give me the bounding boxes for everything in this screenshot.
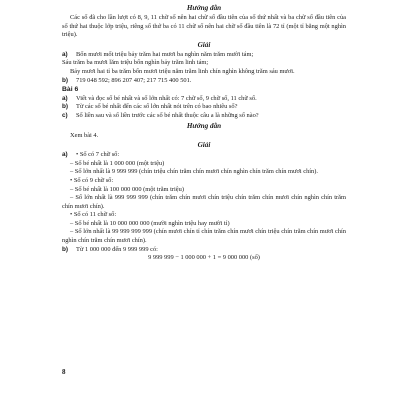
solution-line: Bảy mươi hai tỉ ba trăm bốn mươi triệu năm trăm linh chín nghìn không trăm sáu mươi.: [70, 67, 295, 75]
exercise-text: Viết và đọc số bé nhất và số lớn nhất có: 7 chữ số, 9 chữ số, 11 chữ số.: [76, 94, 257, 102]
calculation-line: 9 999 999 − 1 000 000 + 1 = 9 000 000 (số): [148, 254, 260, 262]
part-label: a): [62, 151, 68, 159]
exercise-part-a: [62, 95, 346, 104]
solution-line: – Số lớn nhất là 999 999 999 (chín trăm chín mươi chín triệu chín trăm chín mươi chín nghìn chín trăm chín mươi chín).: [62, 194, 346, 210]
solution-line: – Số lớn nhất là 99 999 999 999 (chín mươi chín tỉ chín trăm chín mươi chín triệu chín trăm chín mươi chín nghìn chín trăm chín mươi chín).: [62, 228, 346, 245]
solution-line: • Số có 11 chữ số:: [70, 211, 117, 219]
solution-heading: Giải: [197, 40, 211, 49]
solution-line: – Số bé nhất là 10 000 000 000 (mười nghìn triệu hay mười tỉ): [70, 219, 230, 227]
hint-heading: Hướng dẫn: [186, 4, 222, 12]
part-label: b): [62, 245, 69, 253]
part-label: a): [62, 94, 68, 102]
solution-line: Từ 1 000 000 đến 9 999 999 có:: [76, 245, 158, 253]
page-number: 8: [62, 368, 66, 376]
exercise-text: Từ các số bé nhất đến các số lớn nhất nói trên có bao nhiêu số?: [76, 103, 238, 111]
part-label: b): [62, 103, 69, 111]
solution-line: – Số bé nhất là 1 000 000 (một triệu): [70, 159, 165, 167]
solution-line: • Số có 9 chữ số:: [70, 176, 114, 184]
exercise-title: Bài 6: [62, 86, 79, 94]
solution-line: • Số có 7 chữ số:: [76, 151, 120, 159]
part-label: b): [62, 76, 69, 84]
solution-line: Bốn mươi mốt triệu bảy trăm hai mươi ba nghìn năm trăm mười tám;: [76, 50, 254, 58]
hint-paragraph: Xem bài 4.: [70, 131, 99, 139]
hint-paragraph: Các số đã cho lần lượt có 8, 9, 11 chữ số nên hai chữ số đầu tiên của số thứ nhất và ba chữ số đầu tiên của số thứ hai thuộc lớp triệu, riêng số thứ ba có 11 chữ số nên hai chữ số đầu tiên là 72 tỉ (một tỉ bằng một nghìn triệu).: [62, 14, 346, 39]
solution-part-a: [62, 151, 346, 160]
solution-line: – Số lớn nhất là 9 999 999 (chín triệu chín trăm chín mươi chín nghìn chín trăm chín mươi chín).: [70, 168, 318, 176]
solution-line: Sáu trăm ba mươi lăm triệu bốn nghìn bảy trăm linh tám;: [62, 59, 209, 67]
exercise-part-b: [62, 103, 346, 112]
solution-line: – Số bé nhất là 100 000 000 (một trăm triệu): [70, 185, 184, 193]
solution-part-b: [62, 77, 346, 86]
solution-part-a: [62, 51, 346, 60]
exercise-text: Số liền sau và số liền trước các số bé nhất thuộc câu a là những số nào?: [76, 111, 259, 119]
hint-heading: Hướng dẫn: [186, 121, 222, 130]
solution-line: 719 048 592; 896 207 407; 217 715 400 501.: [76, 76, 192, 84]
exercise-part-c: [62, 112, 346, 121]
solution-part-b: [62, 246, 346, 255]
part-label: c): [62, 111, 68, 119]
solution-heading: Giải: [197, 141, 211, 150]
part-label: a): [62, 50, 68, 58]
